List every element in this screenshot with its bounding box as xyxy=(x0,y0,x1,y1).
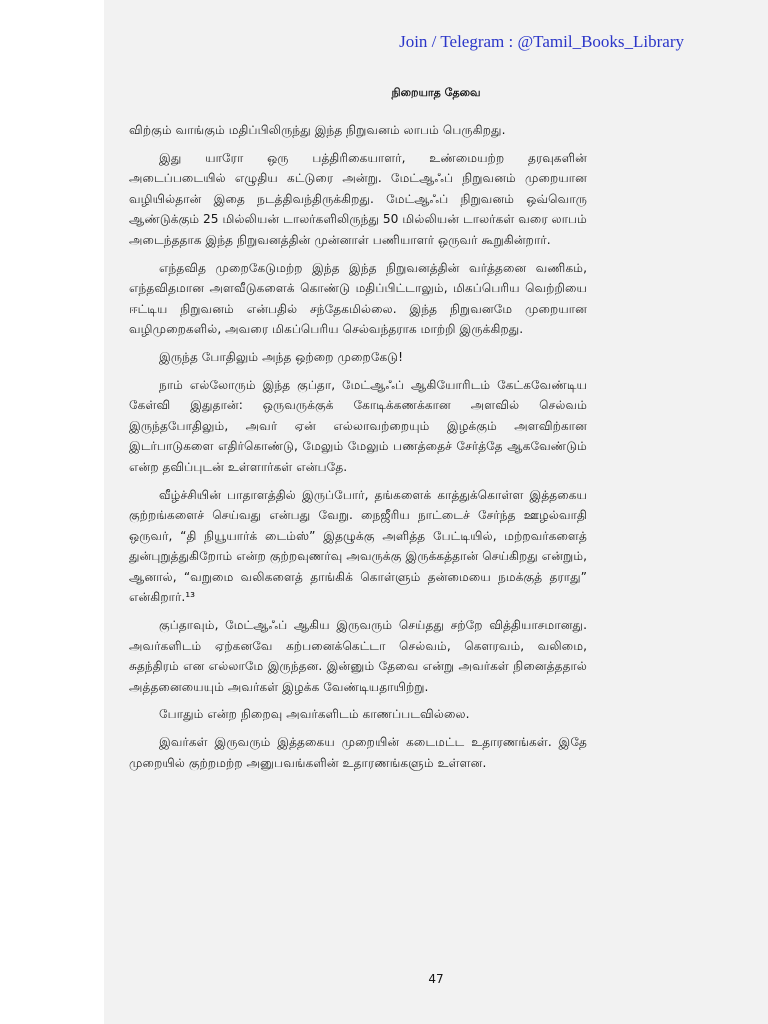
book-page xyxy=(104,0,768,1024)
running-head: நிறையாத தேவை xyxy=(391,86,481,99)
paragraph-9: இவர்கள் இருவரும் இத்தகைய முறையின் கடைமட்ட உதாரணங்கள். இதே முறையில் குற்றமற்ற அனுபவங்களின் உதாரணங்களும் உள்ளன. xyxy=(129,735,587,770)
telegram-watermark: Join / Telegram : @Tamil_Books_Library xyxy=(399,32,684,51)
paragraph-1: விற்கும் வாங்கும் மதிப்பிலிருந்து இந்த நிறுவனம் லாபம் பெருகிறது. xyxy=(129,123,506,137)
page-body xyxy=(129,120,587,780)
paragraph-4: இருந்த போதிலும் அந்த ஒற்றை முறைகேடு! xyxy=(159,349,404,364)
paragraph-3: எந்தவித முறைகேடுமற்ற இந்த இந்த நிறுவனத்தின் வர்த்தனை வணிகம், எந்தவிதமான அளவீடுகளைக் கொண்டு மதிப்பிட்டாலும், மிகப்பெரிய வெற்றியை ஈட்டிய நிறுவனம் என்பதில் சந்தேகமில்லை. இந்த நிறுவனமே முறையான வழிமுறைகளில், அவரை மிகப்பெரிய செல்வந்தராக மாற்றி இருக்கிறது. xyxy=(129,260,587,337)
paragraph-8: போதும் என்ற நிறைவு அவர்களிடம் காணப்படவில்லை. xyxy=(159,707,470,722)
left-margin xyxy=(0,0,104,1024)
paragraph-7: குப்தாவும், மேட்ஆஃப் ஆகிய இருவரும் செய்தது சற்றே வித்தியாசமானது. அவர்களிடம் ஏற்கனவே கற்பனைக்கெட்டா செல்வம், கௌரவம், வலிமை, சுதந்திரம் என எல்லாமே இருந்தன. இன்னும் தேவை என்று அவர்கள் நினைத்ததால் அத்தனையையும் அவர்கள் இழக்க வேண்டியதாயிற்று. xyxy=(129,618,587,694)
page-number: 47 xyxy=(428,972,444,986)
paragraph-6: வீழ்ச்சியின் பாதாளத்தில் இருப்போர், தங்களைக் காத்துக்கொள்ள இத்தகைய குற்றங்களைச் செய்வது என்பது வேறு. நைஜீரிய நாட்டைச் சேர்ந்த ஊழல்வாதி ஒருவர், “தி நியூயார்க் டைம்ஸ்” இதழுக்கு அளித்த பேட்டியில், மற்றவர்களைத் துன்புறுத்துகிறோம் என்ற குற்றவுணர்வு அவருக்கு இருக்கத்தான் செய்கிறது என்றும், ஆனால், “வறுமை வலிகளைத் தாங்கிக் கொள்ளும் தன்மையை நமக்குத் தராது” என்கிறார்.¹³ xyxy=(129,487,587,605)
paragraph-5: நாம் எல்லோரும் இந்த குப்தா, மேட்ஆஃப் ஆகியோரிடம் கேட்கவேண்டிய கேள்வி இதுதான்: ஒருவருக்குக் கோடிக்கணக்கான அளவில் செல்வம் இருந்தபோதிலும், அவர் ஏன் எல்லாவற்றையும் இழக்கும் அளவிற்கான இடர்பாடுகளை எதிர்கொண்டு, மேலும் மேலும் பணத்தைச் சேர்த்தே ஆகவேண்டும் என்ற தவிப்புடன் உள்ளார்கள் என்பதே. xyxy=(129,377,587,474)
paragraph-2: இது யாரோ ஒரு பத்திரிகையாளர், உண்மையற்ற தரவுகளின் அடைப்படையில் எழுதிய கட்டுரை அன்று. மேட்ஆஃப் நிறுவனம் முறையான வழியில்தான் இதை நடத்திவந்திருக்கிறது. மேட்ஆஃப் நிறுவனம் ஒவ்வொரு ஆண்டுக்கும் 25 மில்லியன் டாலர்களிலிருந்து 50 மில்லியன் டாலர்கள் வரை லாபம் அடைந்ததாக இந்த நிறுவனத்தின் முன்னாள் பணியாளர் ஒருவர் கூறுகின்றார். xyxy=(129,150,587,247)
